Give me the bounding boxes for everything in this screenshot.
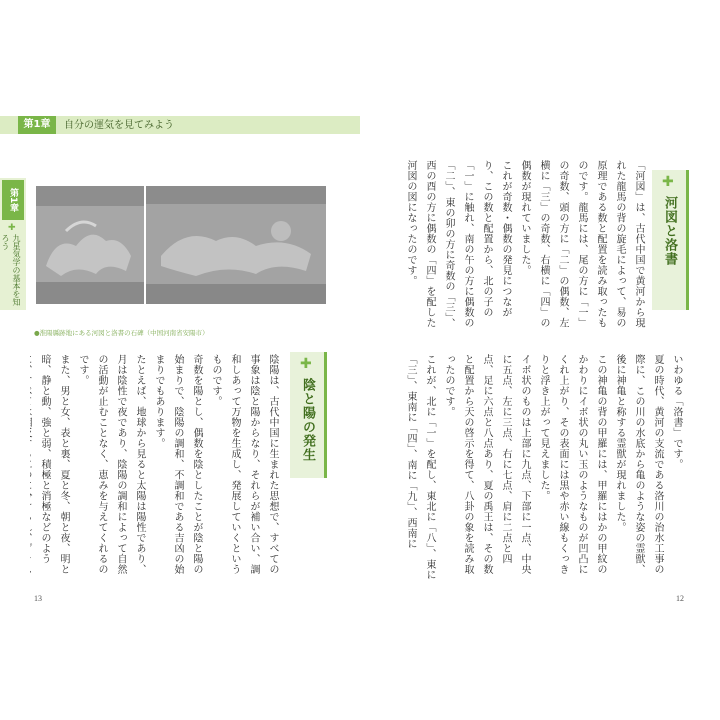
paragraph: 「河図」は、古代中国で黄河から現れた龍馬の背の旋毛によって、易の原理である数と配置を読み取ったものです。龍馬には、尾の方に「一」の奇数、頭の方に「二」の偶数、左横に「三」の奇数、右横に「四」の偶数が現れていました。 [519,160,644,328]
photo-caption: ●淮陽縣跡地にある河図と洛書の石碑（中国河南省安陽市） [34,329,209,337]
body-text-kazu [404,160,648,338]
plus-icon: ✚ [300,356,312,372]
heading-accent-bar [324,352,327,478]
section-heading-kazu: 河図と洛書 [662,196,677,266]
paragraph: これが、北に「一」を配し、東北に「八」、東に「三」、東南に「四」、南に「九」、西南に [405,354,435,580]
paragraph: 夏の時代、黄河の支流である洛川の治水工事の際に、この川の水底から亀のような姿の霊獣、後に神亀と称する霊獣が現れました。 [614,354,663,575]
chapter-tag: 第1章 [18,116,56,134]
page-number-right: 12 [676,594,684,603]
page-number-left: 13 [34,594,42,603]
stone-relief-photo-left [36,186,144,304]
paragraph: いわゆる「洛書」です。 [671,354,682,470]
paragraph: この神亀の背の甲羅には、甲羅にはかの甲紋のかわりにイボ状の丸い玉のようなものが凹凸にくれ上がり、その表面には黒や赤い線もくっきりと浮き上がって見えました。 [538,354,606,575]
body-text-inyo [30,354,282,582]
section-heading-inyo: 陰と陽の発生 [300,378,315,462]
paragraph: これが奇数・偶数の発見につながり、この数と配置から、北の子の「一」に触れ、南の午の方に偶数の「二」、東の卯の方に奇数の「三」、西の酉の方に偶数の「四」を配した河図の図になったのです。 [405,160,511,329]
plus-icon: ✚ [662,174,674,190]
paragraph: また、男と女、表と裏、夏と冬、朝と夜、明と暗、静と動、強と弱、積極と消極などのよう [39,354,69,575]
paragraph: イボ状のものは上部に九点、下部に一点、中央に五点、左に三点、右に七点、肩に二点と四点、足に六点と八点あり、夏の禹王は、その数と配置から天の啓示を得て、八卦の象を読み取ったのです。 [443,354,530,575]
paragraph: たとえば、地球から見ると太陽は陽性であり、月は陰性で夜であり、陰陽の調和によって自然の活動が止むことなく、恵みを与えてくれるのです。 [77,354,145,575]
stone-relief-photo-right [146,186,326,304]
side-tab-label: 九星気学の基本を知ろう [1,234,21,306]
side-tab-chapter: 第1章 [2,180,24,220]
paragraph: 奇数を陽とし、偶数を陰としたことが陰と陽の始まりで、陰陽の調和、不調和である吉凶の始まりでもあります。 [153,354,202,575]
body-text-rakusho [404,354,686,582]
heading-accent-bar [686,170,689,310]
paragraph: 陰陽は、古代中国に生まれた思想で、すべての事象は陰と陽からなり、それらが補い合い、調和しあって万物を生成し、発展していくというものです。 [210,354,278,575]
plus-icon: ✚ [8,223,16,233]
chapter-title: 自分の運気を見てみよう [64,120,174,131]
